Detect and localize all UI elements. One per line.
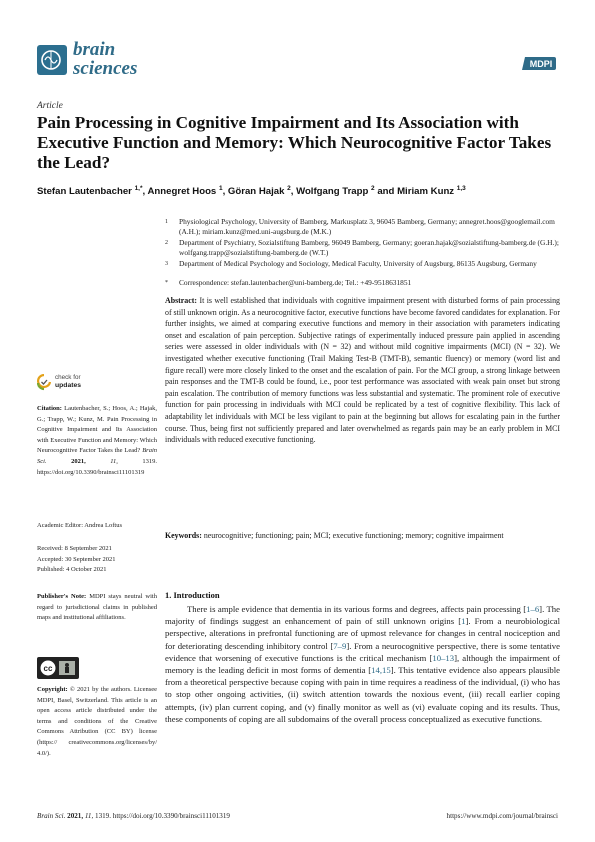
received-date: Received: 8 September 2021 xyxy=(37,545,112,552)
author-name[interactable]: Miriam Kunz $^{1,3}$ xyxy=(397,185,466,198)
footer-journal: Brain Sci. xyxy=(37,812,66,820)
citation-label: Citation: xyxy=(37,405,62,412)
keywords xyxy=(165,530,560,542)
affiliation-text: Department of Medical Psychology and Sociology, Medical Faculty, University of Augsburg, 86135 Augsburg, Germany xyxy=(179,259,537,268)
affiliation-number: 3 xyxy=(165,261,168,267)
dates-block xyxy=(37,544,157,576)
citation-year: 2021, xyxy=(71,457,86,465)
author-affiliation-marker: 2 xyxy=(371,185,375,192)
check-updates-icon xyxy=(37,374,51,392)
journal-logo-icon xyxy=(37,45,67,75)
author-name[interactable]: Wolfgang Trapp $^2$ xyxy=(296,185,375,198)
abstract-label: Abstract: xyxy=(165,296,197,305)
journal-name-line1: brain xyxy=(73,39,116,60)
academic-editor: Academic Editor: Andrea Loftus xyxy=(37,522,123,529)
accepted-date: Accepted: 30 September 2021 xyxy=(37,555,116,563)
article-type: Article xyxy=(37,101,63,111)
footer-citation xyxy=(37,812,230,820)
article-title: Pain Processing in Cognitive Impairment and Its Association with Executive Function and Memory: Which Neurocognitive Factor Takes the Lead? xyxy=(37,113,552,172)
citation-volume: 11, xyxy=(110,457,118,465)
author-affiliation-marker: 2 xyxy=(287,185,291,192)
reference-link[interactable]: 10–13 xyxy=(432,652,455,663)
section-heading: 1. Introduction xyxy=(165,590,220,600)
author-name[interactable]: Göran Hajak $^2$ xyxy=(227,185,291,198)
affiliation-number: 2 xyxy=(165,240,168,246)
cc-license-icon[interactable] xyxy=(37,657,79,679)
correspondence xyxy=(165,278,560,288)
copyright-label: Copyright: xyxy=(37,686,68,693)
footer-journal-url[interactable]: https://www.mdpi.com/journal/brainsci xyxy=(446,812,558,820)
mdpi-logo-text: MDPI xyxy=(529,59,553,69)
abstract-text: It is well established that individuals with cognitive impairment present with disturbed forms of pain processing of still unknown origin. As a neurocognitive factor, executive functions have become favored candidates for explanation. For further insights, we aimed at comparing executive functions and memory in their association with parameters indicating onset and escalation of pain perception. Subjective ratings of experimentally induced pressure pain applied in ascending series were assessed in older individuals with (N = 32) and without mild cognitive impairments (MCI) (N = 32). We investigated whether executive functioning (Trail Making Test-B (TMT-B), semantic fluency) or memory (word list and figure recall) were more closely linked to the onset and the escalation of pain. For the MCI group, a strong linkage between pain responses and the TMT-B could be found, i.e., poor test performance was associated with weak pain onset but strong pain escalation. The contribution of memory functions was less substantial and systematic. The prominent role of executive function for pain processing in individuals with MCI could be replicated by a test of cognitive flexibility. This lack of adaptability let individuals with MCI be less vigilant to pain at the beginning but allows for escalating pain in the further course. Thus, being first not sufficiently prepared and later overwhelmed as regards pain may be an early problem in MCI individuals with reduced executive functioning. xyxy=(165,296,560,445)
publisher-note-label: Publisher's Note: xyxy=(37,593,87,600)
affiliation-1 xyxy=(165,217,565,237)
abstract xyxy=(165,280,560,446)
citation-doi-link[interactable]: 1319. https://doi.org/10.3390/brainsci11101319 xyxy=(37,457,158,476)
citation-text: Lautenbacher, S.; Hoos, A.; Hajak, G.; Trapp, W.; Kunz, M. Pain Processing in Cognitive Impairment and Its Association with Executive Function and Memory: Which Neurocognitive Factor Takes the Lead? xyxy=(37,405,158,455)
author-affiliation-marker: 1,3 xyxy=(456,185,466,192)
citation-journal: Brain Sci. xyxy=(37,447,157,465)
citation-block xyxy=(37,404,157,478)
author-name[interactable]: Stefan Lautenbacher $^{1,*}$ xyxy=(37,185,143,198)
footer-volume: 11, xyxy=(84,812,94,820)
author-name[interactable]: Annegret Hoos $^1$ xyxy=(147,185,223,198)
reference-link[interactable]: 1–6 xyxy=(526,604,540,614)
introduction-text xyxy=(165,603,560,725)
copyright-text: © 2021 by the authors. Licensee MDPI, Basel, Switzerland. This article is an open access article distributed under the terms and conditions of the Creative Commons Attribution (CC BY) license (https:// creativecommons.org/licenses/by/ 4.0/). xyxy=(37,686,157,757)
reference-link[interactable]: 1 xyxy=(461,616,466,627)
author-list: Stefan Lautenbacher $^{1,*}$, Annegret Hoos $^1$, Göran Hajak $^2$, Wolfgang Trapp $^2$ and Miriam Kunz $^{1,3}$ xyxy=(37,185,466,198)
cc-logo-text: cc xyxy=(43,664,53,673)
reference-link[interactable]: 7–9 xyxy=(333,640,347,651)
author-affiliation-marker: 1,* xyxy=(134,185,143,192)
journal-name[interactable] xyxy=(73,40,137,78)
affiliation-number: 1 xyxy=(165,219,168,225)
affiliation-text: Department of Psychiatry, Sozialstiftung Bamberg, 96049 Bamberg, Germany; goeran.hajak@sozialstiftung-bamberg.de (G.H.); wolfgang.trapp@sozialstiftung-bamberg.de (W.T.) xyxy=(179,238,559,258)
affiliation-2 xyxy=(165,238,565,258)
check-line1: check for xyxy=(55,374,81,381)
reference-link[interactable]: 14,15 xyxy=(371,665,391,676)
publisher-note-text: MDPI stays neutral with regard to jurisdictional claims in published maps and institutional affiliations. xyxy=(37,593,157,622)
mdpi-logo[interactable] xyxy=(520,54,558,72)
journal-name-line2: sciences xyxy=(73,58,138,79)
check-for-updates-button[interactable] xyxy=(37,374,107,396)
check-line2: updates xyxy=(55,382,82,389)
keywords-label: Keywords: xyxy=(165,531,202,540)
check-updates-label xyxy=(55,374,81,390)
affiliation-text: Physiological Psychology, University of Bamberg, Markusplatz 3, 96045 Bamberg, Germany; annegret.hoos@googlemail.com (A.H.); miriam.kunz@med.uni-augsburg.de (M.K.) xyxy=(179,217,555,237)
correspondence-marker: * xyxy=(165,280,168,286)
author-affiliation-marker: 1 xyxy=(218,185,223,192)
publisher-note xyxy=(37,592,157,624)
footer-doi-link[interactable]: 1319. https://doi.org/10.3390/brainsci11101319 xyxy=(95,812,230,820)
copyright-block xyxy=(37,685,157,759)
affiliation-3 xyxy=(165,259,565,269)
introduction-paragraph: There is ample evidence that dementia in its various forms and degrees, affects pain processing [1–6]. The majority of findings suggest an enhancement of pain of still unknown origins [1]. From a neurobiological perspective, alterations in prefrontal functioning are of upmost relevance for changes in central nociception and for deteriorating descending inhibitory control [7–9]. From a neurocognitive perspective, there is some tentative evidence that worsening of executive functions is the critical mechanism [10–13], although the impairment of memory is the leading deficit in most forms of dementia [14,15]. This tentative evidence also appears plausible from a theoretical perspective because coping with pain in time requires a readiness of the individual, (i) who has to stop other ongoing activities, (ii) switch attention towards the noxious event, (iii) recall earlier coping attempts, (iv) plan current coping, and (v) finally monitor as well as (vi) evaluate coping and its results. Thus, these components of coping are all subdomains of the overall process conceptualized as executive functions. xyxy=(165,604,560,724)
correspondence-text: Correspondence: stefan.lautenbacher@uni-bamberg.de; Tel.: +49-9518631851 xyxy=(179,278,412,287)
footer-year: 2021, xyxy=(67,812,84,820)
published-date: Published: 4 October 2021 xyxy=(37,566,107,574)
keywords-text: neurocognitive; functioning; pain; MCI; executive functioning; memory; cognitive impairment xyxy=(203,531,504,540)
